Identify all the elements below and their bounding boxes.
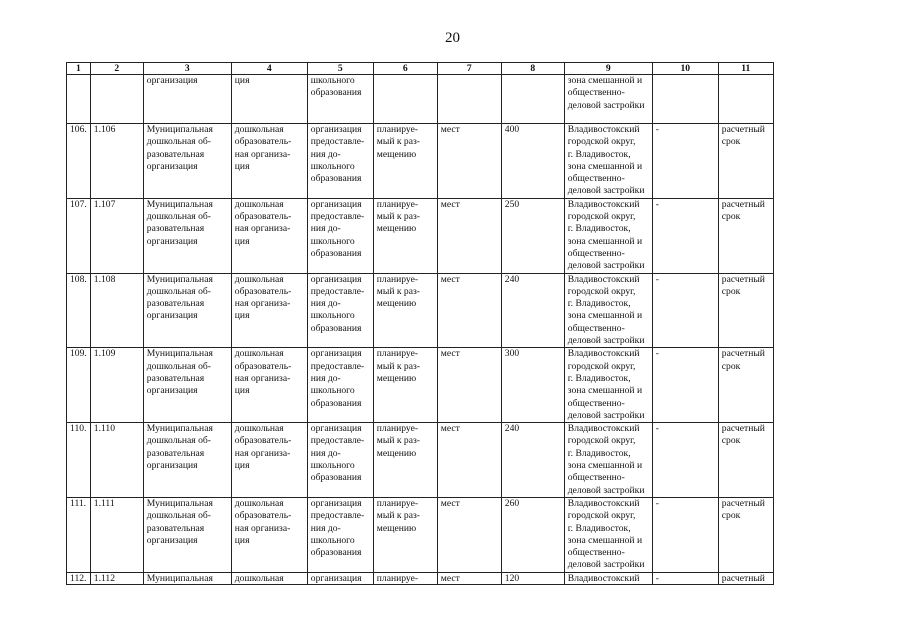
table-cell <box>67 198 91 273</box>
cell-text: 1.112 <box>93 572 116 584</box>
table-cell <box>90 497 143 572</box>
column-header: 9 <box>564 63 652 75</box>
cell-text: планируе- мый к раз- мещению <box>376 124 420 160</box>
table-cell <box>652 75 718 124</box>
cell-text: мест <box>440 273 460 285</box>
column-header: 1 <box>67 63 91 75</box>
table-cell <box>143 423 231 498</box>
table-cell <box>90 423 143 498</box>
cell-text: 109. <box>70 348 87 360</box>
cell-text: организация <box>310 572 362 584</box>
cell-text: организация предоставле- ния до- школьного образования <box>310 198 365 259</box>
cell-text: 108. <box>70 273 87 285</box>
column-header: 5 <box>307 63 373 75</box>
cell-text: Владивостокский городской округ, г. Владивосток, зона смешанной и общественно- деловой застройки <box>567 198 645 272</box>
cell-text: расчетный срок <box>721 273 765 297</box>
cell-text: организация предоставле- ния до- школьного образования <box>310 273 365 334</box>
table-cell <box>718 273 773 348</box>
cell-text: 1.107 <box>93 198 116 210</box>
table-cell <box>231 198 307 273</box>
cell-text: мест <box>440 423 460 435</box>
cell-text: - <box>655 124 659 135</box>
table-cell <box>90 273 143 348</box>
cell-text: организация предоставле- ния до- школьного образования <box>310 124 365 185</box>
table-cell <box>90 348 143 423</box>
table-cell <box>90 572 143 584</box>
table-cell <box>90 75 143 124</box>
table-cell <box>652 198 718 273</box>
table-cell <box>373 348 437 423</box>
cell-text: организация предоставле- ния до- школьного образования <box>310 423 365 484</box>
table-cell <box>718 75 773 124</box>
table-cell <box>437 423 501 498</box>
table-cell <box>67 572 91 584</box>
table-cell <box>652 572 718 584</box>
table-cell <box>67 348 91 423</box>
cell-text: дошкольная образователь- ная организа- ция <box>234 423 292 472</box>
table-cell <box>143 124 231 199</box>
table-cell <box>231 423 307 498</box>
table-cell <box>373 124 437 199</box>
table-cell <box>652 348 718 423</box>
cell-text: 1.110 <box>93 423 116 435</box>
table-cell <box>307 423 373 498</box>
cell-text: - <box>655 572 659 584</box>
cell-text: дошкольная образователь- ная организа- ция <box>234 124 292 172</box>
column-header: 8 <box>501 63 564 75</box>
table-cell <box>67 423 91 498</box>
cell-text: дошкольная образователь- ная организа- ция <box>234 273 292 322</box>
register-table <box>66 62 774 585</box>
table-cell <box>307 198 373 273</box>
cell-text: Муниципальная дошкольная об- разовательная организация <box>146 198 213 247</box>
cell-text: - <box>655 273 659 285</box>
table-cell <box>718 423 773 498</box>
cell-text: школьного образования <box>310 75 362 99</box>
table-cell <box>652 423 718 498</box>
partial-table-row <box>67 572 774 584</box>
table-cell <box>143 497 231 572</box>
table-row <box>67 348 774 423</box>
cell-text: 112. <box>70 572 87 584</box>
column-header: 7 <box>437 63 501 75</box>
cell-text: мест <box>440 572 460 584</box>
table-cell <box>90 198 143 273</box>
cell-text: - <box>655 423 659 435</box>
table-cell <box>373 497 437 572</box>
table-cell <box>67 273 91 348</box>
table-cell <box>231 75 307 124</box>
table-cell <box>501 273 564 348</box>
cell-text: зона смешанной и общественно- деловой застройки <box>567 75 645 111</box>
cell-text: 260 <box>504 497 520 509</box>
continuation-row <box>67 75 774 124</box>
table-cell <box>564 423 652 498</box>
table-cell <box>501 348 564 423</box>
table-cell <box>307 75 373 124</box>
cell-text: дошкольная образователь- ная организа- ция <box>234 497 292 546</box>
table-cell <box>501 75 564 124</box>
cell-text: - <box>655 497 659 509</box>
table-cell <box>231 124 307 199</box>
cell-text: расчетный срок <box>721 497 765 522</box>
column-header: 3 <box>143 63 231 75</box>
table-cell <box>564 348 652 423</box>
cell-text: 300 <box>504 348 520 360</box>
cell-text: планируе- мый к раз- мещению <box>376 273 420 310</box>
cell-text: организация предоставле- ния до- школьного образования <box>310 348 365 409</box>
cell-text: 240 <box>504 273 520 285</box>
cell-text: мест <box>440 348 460 360</box>
cell-text: Муниципальная <box>146 572 213 584</box>
table-cell <box>307 572 373 584</box>
table-row <box>67 198 774 273</box>
cell-text: 120 <box>504 572 520 584</box>
cell-text: расчетный срок <box>721 198 765 223</box>
cell-text: - <box>655 348 659 360</box>
cell-text: Владивостокский <box>567 572 640 584</box>
table-cell <box>437 75 501 124</box>
cell-text: мест <box>440 198 460 210</box>
table-cell <box>437 198 501 273</box>
cell-text: Муниципальная дошкольная об- разовательная организация <box>146 273 213 322</box>
table-cell <box>373 75 437 124</box>
column-header: 4 <box>231 63 307 75</box>
cell-text: планируе- мый к раз- мещению <box>376 198 420 235</box>
cell-text: Муниципальная дошкольная об- разовательная организация <box>146 348 213 397</box>
table-cell <box>373 273 437 348</box>
table-row <box>67 423 774 498</box>
cell-text: 110. <box>70 423 87 435</box>
cell-text: дошкольная образователь- ная организа- ция <box>234 198 292 247</box>
table-cell <box>307 348 373 423</box>
table-cell <box>564 572 652 584</box>
cell-text: ция <box>234 75 250 86</box>
cell-text: расчетный срок <box>721 348 765 372</box>
table-cell <box>231 273 307 348</box>
cell-text: расчетный срок <box>721 124 765 148</box>
cell-text: дошкольная <box>234 572 284 584</box>
cell-text: Владивостокский городской округ, г. Владивосток, зона смешанной и общественно- деловой застройки <box>567 348 645 421</box>
table-row <box>67 497 774 572</box>
cell-text: Владивостокский городской округ, г. Владивосток, зона смешанной и общественно- деловой застройки <box>567 423 645 496</box>
table-cell <box>231 572 307 584</box>
table-cell <box>652 124 718 199</box>
table-cell <box>307 273 373 348</box>
table-cell <box>143 198 231 273</box>
page-number: 20 <box>445 30 460 46</box>
cell-text: Муниципальная дошкольная об- разовательная организация <box>146 124 213 172</box>
table-cell <box>564 124 652 199</box>
table-cell <box>501 572 564 584</box>
cell-text: планируе- <box>376 572 419 584</box>
table-cell <box>437 572 501 584</box>
table-cell <box>373 198 437 273</box>
table-cell <box>501 423 564 498</box>
cell-text: Владивостокский городской округ, г. Владивосток, зона смешанной и общественно- деловой застройки <box>567 273 645 347</box>
table-row <box>67 124 774 199</box>
table-cell <box>437 497 501 572</box>
table-cell <box>501 497 564 572</box>
table-cell <box>652 273 718 348</box>
table-cell <box>437 273 501 348</box>
table-cell <box>501 124 564 199</box>
table-cell <box>652 497 718 572</box>
table-cell <box>143 273 231 348</box>
cell-text: 240 <box>504 423 520 435</box>
table-cell <box>143 348 231 423</box>
table-row <box>67 273 774 348</box>
table-cell <box>231 497 307 572</box>
table-cell <box>67 497 91 572</box>
table-cell <box>231 348 307 423</box>
cell-text: Муниципальная дошкольная об- разовательная организация <box>146 497 213 546</box>
cell-text: расчетный срок <box>721 423 765 447</box>
table-cell <box>143 75 231 124</box>
table-cell <box>718 348 773 423</box>
cell-text: 1.106 <box>93 124 116 135</box>
cell-text: расчетный <box>721 572 765 584</box>
cell-text: 400 <box>504 124 520 135</box>
column-header: 2 <box>90 63 143 75</box>
cell-text: - <box>655 198 659 210</box>
table-cell <box>564 198 652 273</box>
cell-text: 1.108 <box>93 273 116 285</box>
table-cell <box>437 348 501 423</box>
table-cell <box>90 124 143 199</box>
table-cell <box>307 497 373 572</box>
table-cell <box>564 75 652 124</box>
cell-text: планируе- мый к раз- мещению <box>376 497 420 534</box>
table-cell <box>373 572 437 584</box>
table-cell <box>437 124 501 199</box>
cell-text: 111. <box>70 497 87 509</box>
cell-text: организация <box>146 75 198 86</box>
cell-text: планируе- мый к раз- мещению <box>376 423 420 459</box>
cell-text: Владивостокский городской округ, г. Владивосток, зона смешанной и общественно- деловой застройки <box>567 124 645 197</box>
table-cell <box>143 572 231 584</box>
table-cell <box>67 124 91 199</box>
cell-text: 106. <box>70 124 87 135</box>
cell-text: Владивостокский городской округ, г. Владивосток, зона смешанной и общественно- деловой застройки <box>567 497 645 571</box>
column-header: 11 <box>718 63 773 75</box>
cell-text: мест <box>440 497 460 509</box>
cell-text: Муниципальная дошкольная об- разовательная организация <box>146 423 213 472</box>
table-cell <box>718 124 773 199</box>
cell-text: 107. <box>70 198 87 210</box>
column-header: 6 <box>373 63 437 75</box>
column-header: 10 <box>652 63 718 75</box>
table-cell <box>307 124 373 199</box>
cell-text: 250 <box>504 198 520 210</box>
table-cell <box>718 572 773 584</box>
table-cell <box>564 273 652 348</box>
cell-text: планируе- мый к раз- мещению <box>376 348 420 384</box>
column-header-row <box>67 63 774 75</box>
cell-text: 1.109 <box>93 348 116 360</box>
cell-text: дошкольная образователь- ная организа- ция <box>234 348 292 397</box>
table-cell <box>718 198 773 273</box>
cell-text: организация предоставле- ния до- школьного образования <box>310 497 365 559</box>
cell-text: 1.111 <box>93 497 115 509</box>
table-cell <box>501 198 564 273</box>
table-cell <box>718 497 773 572</box>
table-cell <box>67 75 91 124</box>
table-cell <box>373 423 437 498</box>
table-cell <box>564 497 652 572</box>
cell-text: мест <box>440 124 460 135</box>
